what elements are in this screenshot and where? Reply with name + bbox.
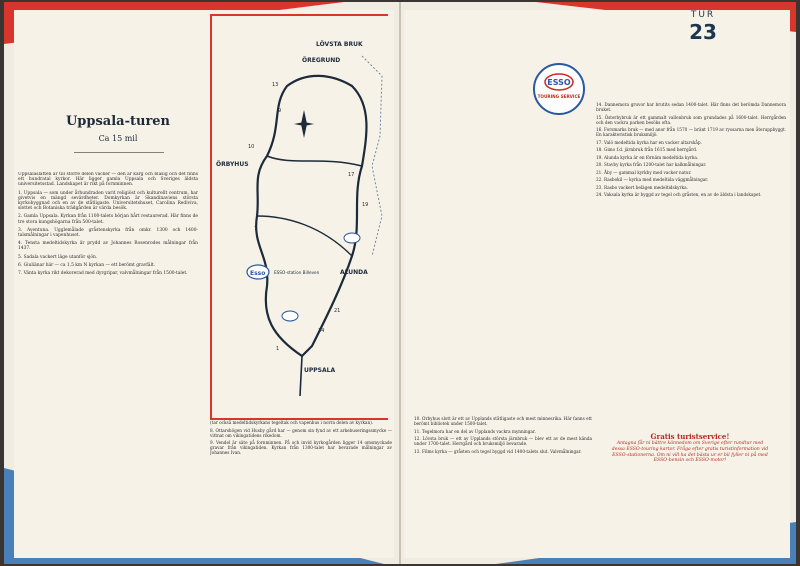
place-label: ÖRBYHUS xyxy=(216,161,249,168)
right-column-1-text xyxy=(414,416,592,556)
tips-heading: Gratis turistservice! xyxy=(650,432,730,441)
svg-text:21: 21 xyxy=(334,308,341,314)
right-column-2-text xyxy=(596,102,786,422)
tour-number: 23 xyxy=(689,20,717,44)
route-item: 15. Österbybruk är ett gammalt vallonbruk som grundades på 1600-talet. Herrgården och den vackra parken besöks ofta. xyxy=(596,114,786,125)
route-item: 22. Rasbokil — kyrka med medeltida väggmålningar. xyxy=(596,177,709,182)
route-item: 16. Forsmarks bruk — med anor från 1570 — bränt 1719 av ryssarna men återuppbyggt. En karakteristisk bruksmiljö. xyxy=(596,127,786,137)
route-item: 23. Rasbo vackert belägen medeltidskyrka. xyxy=(596,184,688,190)
title-divider xyxy=(74,152,164,153)
place-label: ÖREGRUND xyxy=(302,57,341,64)
page-fold xyxy=(399,2,401,564)
route-item: 19. Alunda kyrka är en förnäm medeltida kyrka. xyxy=(596,154,699,160)
route-item: 2. Gamla Uppsala. Kyrkan från 1100-talets början hårt restaurerad. Här finns de tre stora kungshögarna från 500-talet. xyxy=(18,214,198,225)
route-item: 5. Sadala vackert läge utanför sjön. xyxy=(18,254,98,260)
svg-text:13: 13 xyxy=(272,82,279,88)
route-item: 9. Vendel är säte på fornminnen. På och invid kyrkogården ligger 14 omsmyckade gravar från vikingatiden. Kyrkan från 1300-talet har bevarade målningar av Johannes Ivan. xyxy=(210,440,392,455)
svg-text:9: 9 xyxy=(278,108,282,114)
free-tourist-service-box xyxy=(610,432,770,532)
svg-text:TOURING SERVICE: TOURING SERVICE xyxy=(537,94,581,99)
route-item: 4. Tensta medeltidskyrka är prydd av Johannes Rosenrodes målningar från 1437. xyxy=(18,241,198,252)
svg-text:24: 24 xyxy=(318,328,325,334)
svg-text:10: 10 xyxy=(248,144,255,150)
route-item: 10. Örbyhus slott är ett av Upplands ståtligaste och mest minnesrika. Här fanns ett berömt bibliotek under 1500-talet. xyxy=(414,416,592,426)
route-item: 11. Tegelmora har en del av Upplands vackra mynningar. xyxy=(414,428,536,434)
route-item: 18. Gimo f.d. järnbruk från 1615 med herrgård. xyxy=(596,147,698,152)
route-item: 17. Valö medeltida kyrka har en vacker altarskåp. xyxy=(596,139,702,145)
route-item: 13. Films kyrka — gråsten och tegel byggd vid 1400-talets slut. Valvmålningar. xyxy=(414,448,582,454)
intro-paragraph: Uppsalaslätten är till större delen vacker — den är karg och blåsig och det finns ett hundratal kyrkor. Här ligger gamla Uppsala och Sveriges äldsta universitetsstad. Landskapet är rikt på fornminnen. xyxy=(18,172,198,188)
legend-esso-mark: Esso xyxy=(250,270,266,277)
esso-touring-logo xyxy=(532,62,586,116)
route-item: 20. Stavby kyrka från 1200-talet har kalkmålningar. xyxy=(596,162,707,167)
route-item: 12. Lövsta bruk — ett av Upplands största järnbruk — blev ett av de mest kända under 1700-talet. Herrgård och bruksmiljö bevarade. xyxy=(414,436,592,446)
svg-text:7: 7 xyxy=(254,226,258,232)
tips-body: Antagna får ni bättre kännedom om Sverige efter rundtur med dessa ESSO-touring kartor. Fråga efter gratis turistinformation vid ESSO-stationerna. Om ni vill ha det bästa ur er bil fyller ni på med ESSO-bensin och ESSO-motor! xyxy=(611,441,769,464)
page-subtitle: Ca 15 mil xyxy=(98,134,138,143)
route-map xyxy=(212,16,386,416)
page-title: Uppsala-turen xyxy=(65,114,171,129)
route-item: 6. Giuliänar här — ca 1,5 km N kyrkan — ett berömt gravfält. xyxy=(18,262,156,268)
place-label: ALUNDA xyxy=(340,269,368,276)
route-item: 3. Aventuna. Ugglemålade gråstenskyrka från omkr. 1300 och 1400-talsmålningar i vapenhuset. xyxy=(18,227,198,239)
esso-marker-icon xyxy=(344,233,360,243)
route-item: 1. Uppsala — som under århundraden varit religiöst och kulturellt centrum, har givetvis en mängd sevärdheter. Domkyrkan är Skandinaviens största kyrkobyggnad och en av de ståtligaste. Universitetshuset, Carolina Rediviva, slottet och Botaniska trädgården är värda besök. xyxy=(18,190,198,212)
route-item: 8. Ottarshögen vid Husby gård har — genom sin fynd av ett arkebuseringssmycke — vittnat om vikingatidens rikedom. xyxy=(210,427,392,438)
route-item: (tar också medeltidskyrkans tegeltak och vapenhus i norra delen av kyrkan). xyxy=(210,420,374,425)
tour-label: TUR xyxy=(690,10,716,20)
tour-number-badge xyxy=(678,10,728,44)
brochure-spread xyxy=(4,2,796,564)
route-item: 24. Vaksala kyrka är byggd av tegel och gråsten, en av de äldsta i landskapet. xyxy=(596,192,762,197)
svg-text:19: 19 xyxy=(362,202,369,208)
svg-text:17: 17 xyxy=(348,172,355,178)
svg-text:ESSO: ESSO xyxy=(547,78,571,87)
esso-marker-icon xyxy=(282,311,298,321)
svg-text:1: 1 xyxy=(276,346,280,352)
place-label: UPPSALA xyxy=(304,367,336,374)
middle-column-text xyxy=(210,420,392,550)
route-item: 14. Dannemora gruvor har brutits sedan 1400-talet. Här finns det berömda Dannemora bruket. xyxy=(596,102,786,112)
map-legend: ESSO-station Billeven xyxy=(274,270,320,275)
route-item: 7. Vänta kyrka rikt dekorerad med dyrgripar, valvmålningar från 1500-talet. xyxy=(18,271,188,277)
route-item: 21. Åby — gammal kyrkby med vacker natur. xyxy=(596,169,692,175)
left-column-text xyxy=(18,172,198,544)
place-label: LÖVSTA BRUK xyxy=(316,41,363,48)
